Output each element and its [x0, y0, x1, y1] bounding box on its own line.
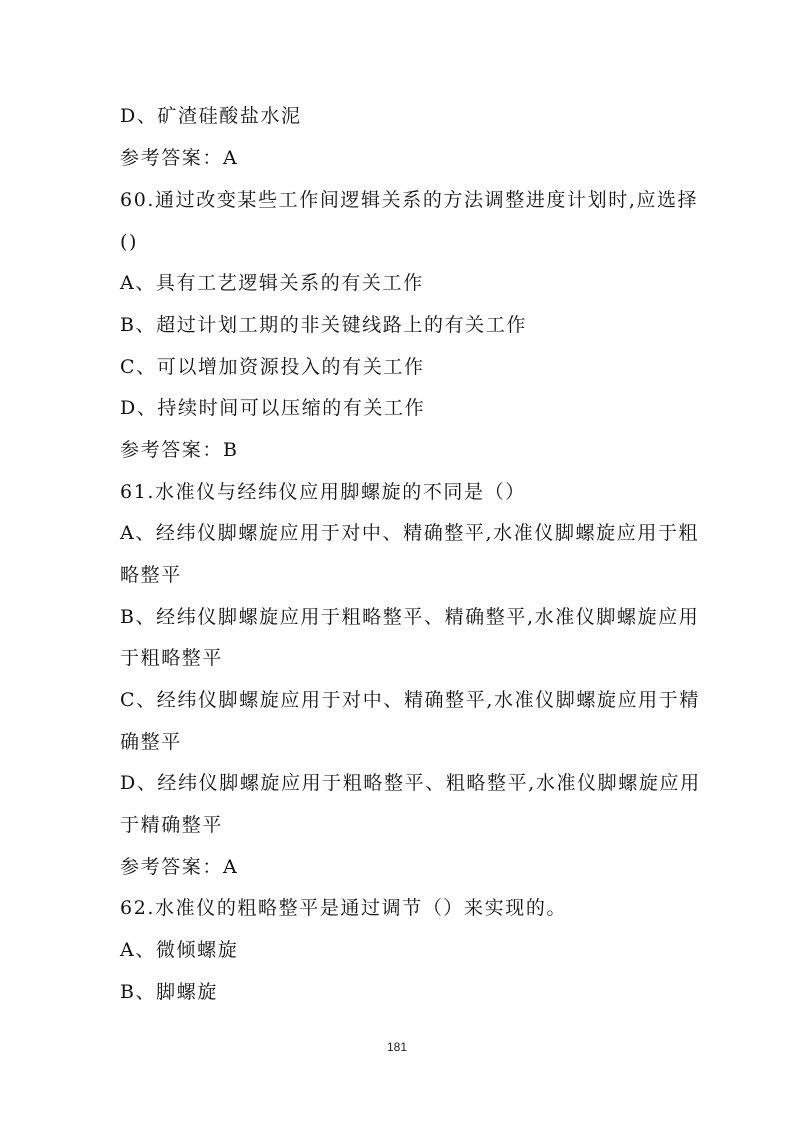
- text-line: 参考答案：A: [120, 147, 239, 169]
- text-line: D、经纬仪脚螺旋应用于粗略整平、粗略整平,水准仪脚螺旋应用: [120, 772, 701, 794]
- text-line: C、经纬仪脚螺旋应用于对中、精确整平,水准仪脚螺旋应用于精: [120, 689, 700, 711]
- text-line: D、持续时间可以压缩的有关工作: [120, 397, 426, 419]
- text-line: D、矿渣硅酸盐水泥: [120, 105, 302, 127]
- page-number: 181: [386, 1040, 408, 1054]
- text-line: A、经纬仪脚螺旋应用于对中、精确整平,水准仪脚螺旋应用于粗: [120, 522, 700, 544]
- text-line: A、具有工艺逻辑关系的有关工作: [120, 272, 424, 294]
- text-line: 62.水准仪的粗略整平是通过调节（）来实现的。: [120, 897, 568, 919]
- text-line: 确整平: [120, 731, 182, 753]
- text-line: (): [120, 231, 139, 253]
- text-line: 于粗略整平: [120, 647, 224, 669]
- text-line: 略整平: [120, 564, 182, 586]
- text-line: C、可以增加资源投入的有关工作: [120, 356, 425, 378]
- text-line: B、超过计划工期的非关键线路上的有关工作: [120, 314, 527, 336]
- text-line: 于精确整平: [120, 814, 224, 836]
- text-line: 参考答案：B: [120, 439, 239, 461]
- text-line: B、经纬仪脚螺旋应用于粗略整平、精确整平,水准仪脚螺旋应用: [120, 606, 700, 628]
- text-line: 参考答案：A: [120, 856, 239, 878]
- text-line: 60.通过改变某些工作间逻辑关系的方法调整进度计划时,应选择: [120, 189, 699, 211]
- text-line: B、脚螺旋: [120, 981, 218, 1003]
- text-line: 61.水准仪与经纬仪应用脚螺旋的不同是（）: [120, 481, 526, 503]
- text-line: A、微倾螺旋: [120, 939, 239, 961]
